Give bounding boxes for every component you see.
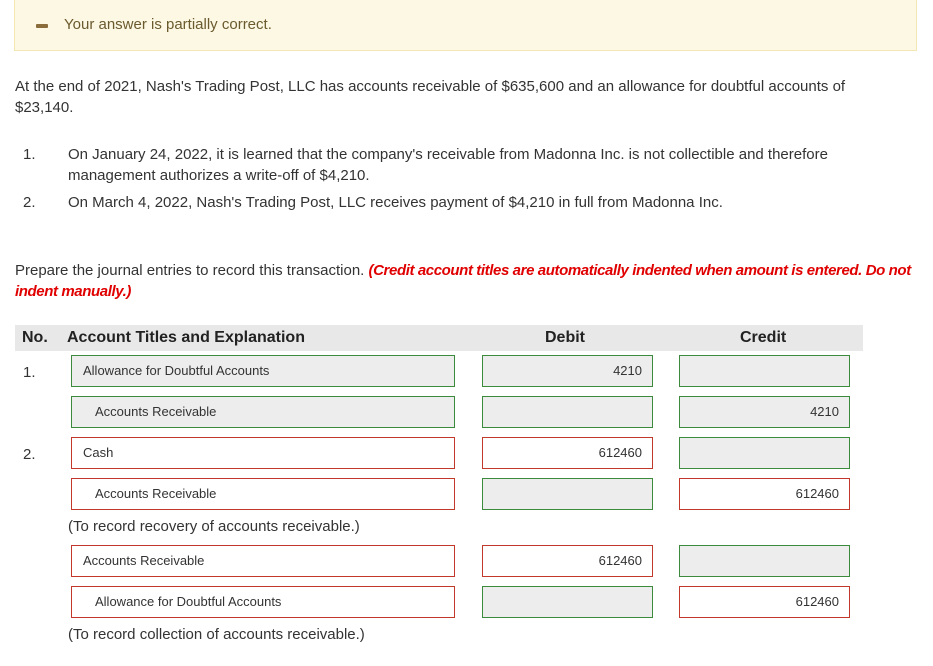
- entry-explanation: (To record collection of accounts receivable.): [68, 626, 365, 643]
- journal-table-header: [15, 325, 863, 351]
- entry-number: 2.: [23, 446, 36, 463]
- minus-icon: [36, 24, 48, 28]
- header-credit: Credit: [740, 329, 787, 346]
- credit-input[interactable]: 4210: [679, 396, 850, 428]
- instructions-note: (Credit account titles are automatically indented when amount is entered. Do not indent manually.): [15, 262, 911, 300]
- account-title-input[interactable]: Cash: [71, 437, 455, 469]
- problem-intro: At the end of 2021, Nash's Trading Post, LLC has accounts receivable of $635,600 and an allowance for doubtful accounts of $23,140.: [15, 78, 846, 116]
- feedback-message: Your answer is partially correct.: [64, 16, 272, 33]
- list-item: [15, 192, 915, 213]
- debit-input[interactable]: [482, 586, 653, 618]
- transaction-list: [15, 144, 915, 213]
- account-title-input[interactable]: Allowance for Doubtful Accounts: [71, 355, 455, 387]
- debit-input[interactable]: [482, 396, 653, 428]
- credit-input[interactable]: 612460: [679, 586, 850, 618]
- instructions: [15, 260, 920, 302]
- debit-input[interactable]: [482, 478, 653, 510]
- list-item-text: On January 24, 2022, it is learned that the company's receivable from Madonna Inc. is not collectible and therefore management authorizes a write-off of $4,210.: [68, 146, 828, 184]
- instructions-text: Prepare the journal entries to record this transaction.: [15, 262, 369, 279]
- list-item-text: On March 4, 2022, Nash's Trading Post, LLC receives payment of $4,210 in full from Madonna Inc.: [68, 194, 723, 211]
- credit-input[interactable]: [679, 437, 850, 469]
- debit-input[interactable]: 612460: [482, 437, 653, 469]
- account-title-input[interactable]: Allowance for Doubtful Accounts: [71, 586, 455, 618]
- entry-number: 1.: [23, 364, 36, 381]
- debit-input[interactable]: 4210: [482, 355, 653, 387]
- header-no: No.: [22, 329, 48, 346]
- header-debit: Debit: [545, 329, 585, 346]
- account-title-input[interactable]: Accounts Receivable: [71, 545, 455, 577]
- entry-explanation: (To record recovery of accounts receivable.): [68, 518, 360, 535]
- list-item: [15, 144, 915, 186]
- header-account: Account Titles and Explanation: [67, 329, 305, 346]
- list-item-number: 2.: [23, 194, 36, 211]
- feedback-banner: [14, 0, 917, 51]
- debit-input[interactable]: 612460: [482, 545, 653, 577]
- credit-input[interactable]: 612460: [679, 478, 850, 510]
- credit-input[interactable]: [679, 545, 850, 577]
- credit-input[interactable]: [679, 355, 850, 387]
- account-title-input[interactable]: Accounts Receivable: [71, 478, 455, 510]
- list-item-number: 1.: [23, 146, 36, 163]
- account-title-input[interactable]: Accounts Receivable: [71, 396, 455, 428]
